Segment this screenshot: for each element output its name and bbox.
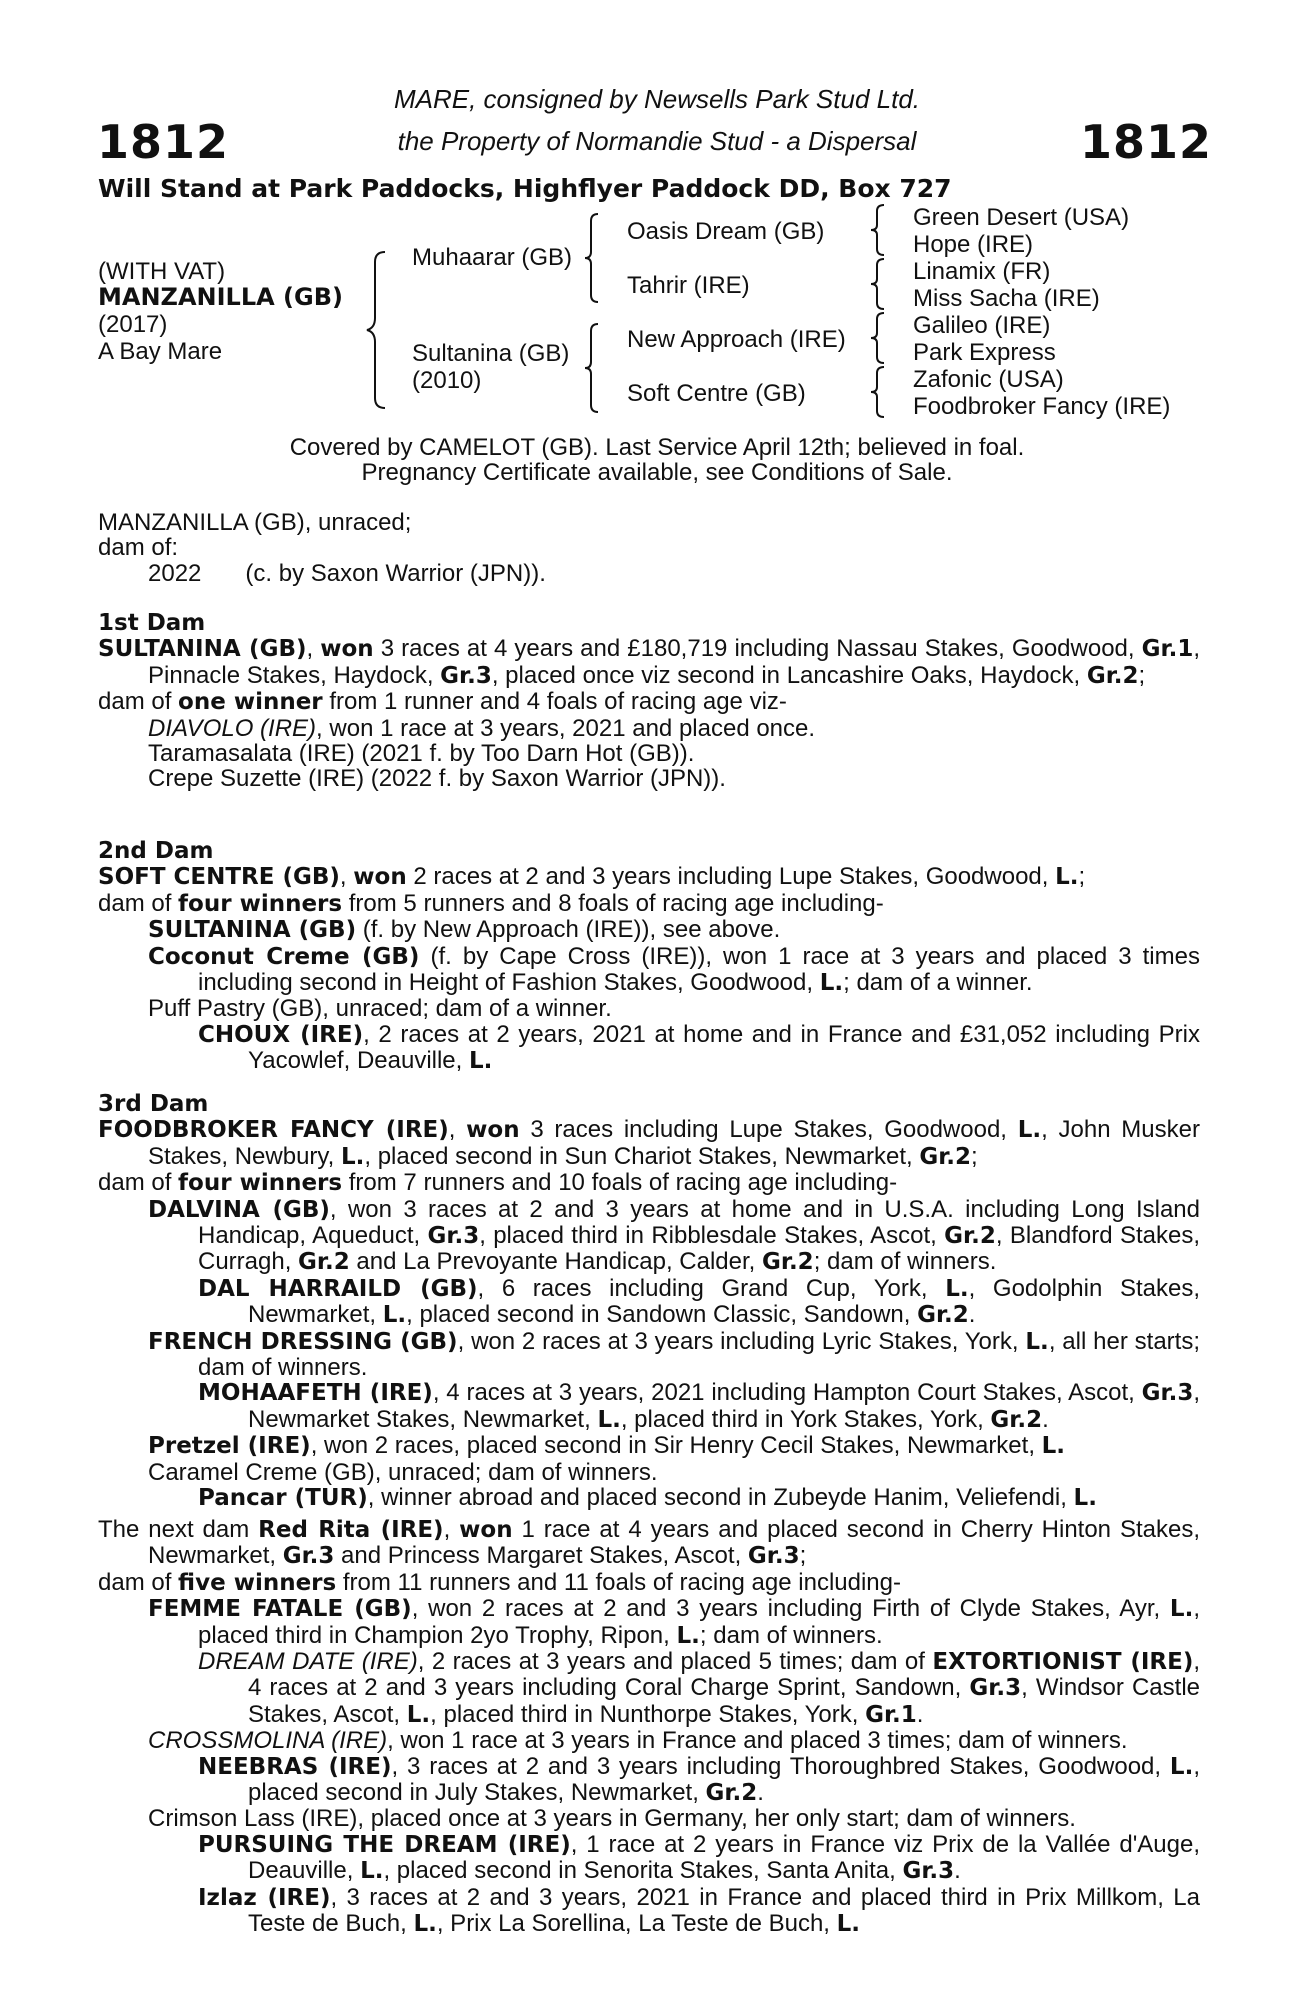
first-dam-section — [98, 611, 1200, 792]
pedigree-sire-dam: Tahrir (IRE) — [627, 272, 750, 299]
pedigree-brace-g56 — [868, 311, 890, 365]
pedigree-brace-g78 — [868, 365, 890, 419]
third-dam-damof: dam of four winners from 7 runners and 10 foals of racing age including- — [98, 1169, 898, 1197]
third-dam-progeny-caramel: Caramel Creme (GB), unraced; dam of winners. — [148, 1458, 658, 1486]
second-dam-progeny-2: Coconut Creme (GB) (f. by Cape Cross (IRE)), won 1 race at 3 years and placed 3 times including second in Height of Fashion Stakes, Goodwood, L.; dam of a winner. — [148, 942, 1200, 997]
next-dam-progeny-neebras: NEEBRAS (IRE), 3 races at 2 and 3 years including Thoroughbred Stakes, Goodwood, L., placed second in July Stakes, Newmarket, Gr.2. — [198, 1752, 1200, 1807]
first-dam-progeny-2: Taramasalata (IRE) (2021 f. by Too Darn Hot (GB)). — [148, 740, 695, 768]
covered-line-1: Covered by CAMELOT (GB). Last Service April 12th; believed in foal. — [289, 434, 1025, 461]
third-dam-progeny-french-dressing: FRENCH DRESSING (GB), won 2 races at 3 years including Lyric Stakes, York, L., all her starts; dam of winners. — [148, 1327, 1201, 1382]
second-dam-progeny-4: CHOUX (IRE), 2 races at 2 years, 2021 at home and in France and £31,052 including Prix Yacowlef, Deauville, L. — [198, 1020, 1200, 1075]
pedigree-g1: Green Desert (USA) — [913, 204, 1130, 231]
third-dam-progeny-dalvina: DALVINA (GB), won 3 races at 2 and 3 years at home and in U.S.A. including Long Island Handicap, Aqueduct, Gr.3, placed third in Ribblesdale Stakes, Ascot, Gr.2, Blandford Stakes, Curragh, Gr.2 and La Prevoyante Handicap, Calder, Gr.2; dam of winners. — [148, 1195, 1201, 1276]
third-dam-progeny-pretzel: Pretzel (IRE), won 2 races, placed second in Sir Henry Cecil Stakes, Newmarket, L. — [148, 1432, 1066, 1460]
first-dam-progeny-1: DIAVOLO (IRE), won 1 race at 3 years, 2021 and placed once. — [148, 714, 816, 742]
third-dam-progeny-pancar: Pancar (TUR), winner abroad and placed second in Zubeyde Hanim, Veliefendi, L. — [198, 1484, 1097, 1512]
consignment-line-2: the Property of Normandie Stud - a Dispersal — [397, 126, 917, 156]
pedigree-g5: Galileo (IRE) — [913, 312, 1051, 339]
next-dam-progeny-femme-fatale: FEMME FATALE (GB), won 2 races at 2 and 3 years including Firth of Clyde Stakes, Ayr, L., placed third in Champion 2yo Trophy, Ripon, L.; dam of winners. — [148, 1595, 1200, 1649]
lot-number-right: 1812 — [1080, 115, 1213, 169]
next-dam-progeny-crimson-lass: Crimson Lass (IRE), placed once at 3 years in Germany, her only start; dam of winners. — [148, 1805, 1076, 1833]
intro-progeny — [98, 561, 1200, 586]
first-dam-heading: 1st Dam — [98, 610, 206, 636]
pedigree-brace-dam — [582, 322, 604, 414]
next-dam-progeny-pursuing-the-dream: PURSUING THE DREAM (IRE), 1 race at 2 years in France viz Prix de la Vallée d'Auge, Deauville, L., placed second in Senorita Stakes, Santa Anita, Gr.3. — [198, 1830, 1201, 1885]
pedigree-brace-main — [365, 250, 395, 410]
pedigree-dam-dam: Soft Centre (GB) — [627, 380, 806, 407]
third-dam-progeny-mohaafeth: MOHAAFETH (IRE), 4 races at 3 years, 2021 including Hampton Court Stakes, Ascot, Gr.3, Newmarket Stakes, Newmarket, L., placed third in York Stakes, York, Gr.2. — [198, 1379, 1200, 1433]
second-dam-damof: dam of four winners from 5 runners and 8 foals of racing age including- — [98, 889, 884, 917]
pedigree-g3: Linamix (FR) — [913, 258, 1051, 285]
horse-year: (2017) — [98, 311, 168, 338]
stand-info: Will Stand at Park Paddocks, Highflyer Paddock DD, Box 727 — [98, 174, 952, 203]
next-dam-progeny-izlaz: Izlaz (IRE), 3 races at 2 and 3 years, 2021 in France and placed third in Prix Millkom, La Teste de Buch, L., Prix La Sorellina, La Teste de Buch, L. — [198, 1883, 1200, 1938]
pedigree-g4: Miss Sacha (IRE) — [913, 285, 1100, 312]
intro-line-1: MANZANILLA (GB), unraced; — [98, 509, 412, 536]
second-dam-progeny-1: SULTANINA (GB) (f. by New Approach (IRE)), see above. — [148, 916, 781, 944]
first-dam-damof: dam of one winner from 1 runner and 4 foals of racing age viz- — [98, 688, 787, 716]
next-dam-section — [98, 1517, 1200, 1938]
second-dam-heading: 2nd Dam — [98, 838, 214, 864]
horse-name: MANZANILLA (GB) — [98, 283, 343, 311]
third-dam-progeny-dal-harraild: DAL HARRAILD (GB), 6 races including Grand Cup, York, L., Godolphin Stakes, Newmarket, L., placed second in Sandown Classic, Sandown, Gr.2. — [198, 1274, 1200, 1329]
pedigree-g6: Park Express — [913, 339, 1056, 366]
intro-progeny-year: 2022 — [148, 559, 202, 587]
third-dam-section — [98, 1092, 1200, 1512]
next-dam-progeny-dream-date: DREAM DATE (IRE), 2 races at 3 years and placed 5 times; dam of EXTORTIONIST (IRE), 4 races at 2 and 3 years including Coral Charge Sprint, Sandown, Gr.3, Windsor Castle Stakes, Ascot, L., placed third in Nunthorpe Stakes, York, Gr.1. — [198, 1648, 1200, 1728]
pedigree-dam-year: (2010) — [412, 367, 482, 394]
first-dam-progeny-3: Crepe Suzette (IRE) (2022 f. by Saxon Warrior (JPN)). — [148, 765, 726, 793]
pedigree-dam-sire: New Approach (IRE) — [627, 326, 846, 353]
pedigree-g2: Hope (IRE) — [913, 231, 1034, 258]
pedigree-brace-sire — [582, 212, 604, 304]
next-dam-record: The next dam Red Rita (IRE), won 1 race at 4 years and placed second in Cherry Hinton Stakes, Newmarket, Gr.3 and Princess Margaret Stakes, Ascot, Gr.3; — [98, 1516, 1200, 1570]
pedigree-brace-g34 — [868, 257, 890, 311]
intro-progeny-text: (c. by Saxon Warrior (JPN)). — [245, 559, 546, 587]
pedigree-sire-sire: Oasis Dream (GB) — [627, 218, 825, 245]
pedigree-g8: Foodbroker Fancy (IRE) — [913, 393, 1171, 420]
next-dam-damof: dam of five winners from 11 runners and 11 foals of racing age including- — [98, 1568, 901, 1596]
consignment-line-1: MARE, consigned by Newsells Park Stud Ltd. — [393, 84, 921, 114]
intro-block — [98, 510, 1200, 586]
pedigree-brace-g12 — [868, 203, 890, 257]
second-dam-section — [98, 839, 1200, 1075]
second-dam-record: SOFT CENTRE (GB), won 2 races at 2 and 3 years including Lupe Stakes, Goodwood, L.; — [98, 863, 1086, 891]
third-dam-heading: 3rd Dam — [98, 1091, 209, 1117]
vat-status: (WITH VAT) — [98, 258, 226, 285]
intro-line-2: dam of: — [98, 534, 179, 562]
pedigree-g7: Zafonic (USA) — [913, 366, 1064, 393]
horse-description: A Bay Mare — [98, 338, 223, 365]
pedigree-dam: Sultanina (GB) — [412, 340, 570, 367]
lot-number-left: 1812 — [97, 115, 230, 169]
next-dam-progeny-crossmolina: CROSSMOLINA (IRE), won 1 race at 3 years in France and placed 3 times; dam of winners. — [148, 1727, 1128, 1755]
covered-line-2: Pregnancy Certificate available, see Conditions of Sale. — [361, 459, 953, 486]
first-dam-record: SULTANINA (GB), won 3 races at 4 years and £180,719 including Nassau Stakes, Goodwood, Gr.1, Pinnacle Stakes, Haydock, Gr.3, placed once viz second in Lancashire Oaks, Haydock, Gr.2; — [98, 635, 1201, 689]
pedigree-sire: Muhaarar (GB) — [412, 244, 573, 271]
third-dam-record: FOODBROKER FANCY (IRE), won 3 races including Lupe Stakes, Goodwood, L., John Musker Stakes, Newbury, L., placed second in Sun Chariot Stakes, Newmarket, Gr.2; — [98, 1116, 1200, 1170]
second-dam-progeny-3: Puff Pastry (GB), unraced; dam of a winner. — [148, 995, 612, 1023]
